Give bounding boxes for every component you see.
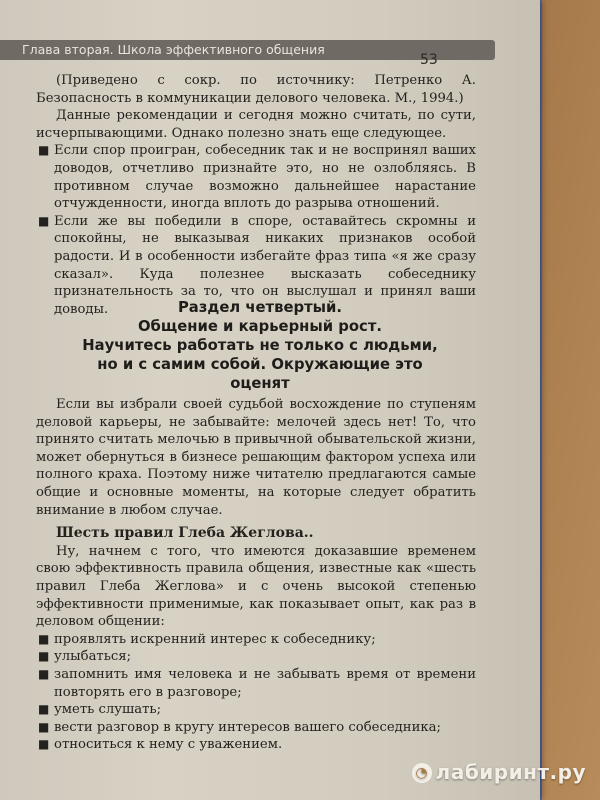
list-item-text: уметь слушать; [54,702,162,718]
section-heading-line: оценят [230,375,290,392]
section-heading-line: но и с самим собой. Окружающие это [97,356,423,373]
paragraph: Если вы избрали своей судьбой восхождение по ступеням деловой карьеры, не забывайте: мелочей здесь нет! То, что принято считать мелочью в привычной обывательской жизни, может обернуться в бизнесе решающим фактором успеха или полного краха. Поэтому ниже читателю предлагаются самые общие и основные моменты, на которые следует обратить внимание в любом случае. [36,397,476,518]
list-item [36,648,476,666]
section-heading [40,298,480,393]
list-item-text: Если же вы победили в споре, оставайтесь скромны и спокойны, не выказывая никаких признаков особой радости. И в особенности избегайте фраз типа «я же сразу сказал». Куда полезнее высказать собеседнику признательность за то, что он выслушал и принял ваши доводы. [54,213,476,317]
list-item-text: вести разговор в кругу интересов вашего собеседника; [54,719,441,735]
list-item-text: относиться к нему с уважением. [54,737,283,753]
list-item [36,736,476,754]
list-item-text: проявлять искренний интерес к собеседнику; [54,631,376,647]
list-item-text: улыбаться; [54,649,132,665]
bullet-icon: ■ [38,737,50,752]
bullet-icon: ■ [38,649,50,664]
paragraph: Данные рекомендации и сегодня можно считать, по сути, исчерпывающими. Однако полезно знать еще следующее. [36,108,476,141]
labirint-logo-icon: ◔ [412,763,432,783]
list-item [36,142,476,212]
source-citation: (Приведено с сокр. по источнику: Петренко А. Безопасность в коммуникации делового человека. М., 1994.) [36,73,476,106]
list-item [36,701,476,719]
running-head: Глава вторая. Школа эффективного общения [0,40,495,60]
bullet-icon: ■ [38,631,50,646]
bullet-icon: ■ [38,719,50,734]
section-heading-line: Научитесь работать не только с людьми, [82,337,438,354]
watermark [412,760,586,784]
lower-text-block [36,396,476,754]
watermark-text: лабиринт.ру [435,760,586,784]
bullet-icon: ■ [38,702,50,717]
upper-text-block [36,72,476,318]
list-item-text: запомнить имя человека и не забывать время от времени повторять его в разговоре; [54,666,476,700]
bullet-icon: ■ [38,213,50,228]
section-heading-line: Общение и карьерный рост. [137,318,383,335]
list-item [36,666,476,701]
page-number: 53 [420,52,438,68]
paragraph: Ну, начнем с того, что имеются доказавшие временем свою эффективность правила общения, известные как «шесть правил Глеба Жеглова» и с очень высокой степенью эффективности применимые, как показывает опыт, как раз в деловом общении: [36,543,476,630]
list-item [36,631,476,649]
bullet-icon: ■ [38,666,50,681]
section-heading-line: Раздел четвертый. [177,299,343,316]
list-item [36,719,476,737]
subheading: Шесть правил Глеба Жеглова.. [56,525,314,542]
list-item-text: Если спор проигран, собеседник так и не воспринял ваших доводов, отчетливо признайте это, но не озлобляясь. В противном случае возможно дальнейшее нарастание отчужденности, иногда вплоть до разрыва отношений. [54,143,476,212]
bullet-icon: ■ [38,143,50,158]
